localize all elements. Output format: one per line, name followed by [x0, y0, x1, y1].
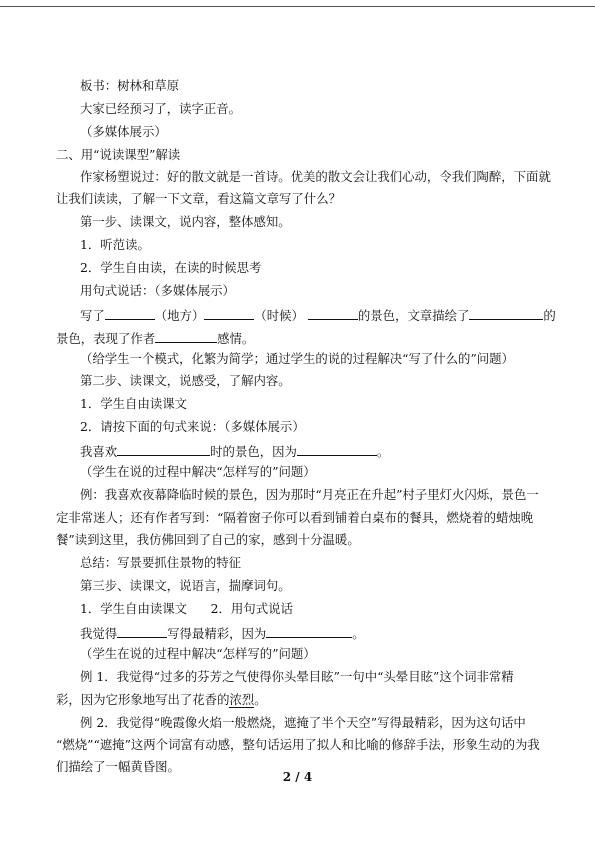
text-line: （多媒体展示） — [80, 124, 167, 139]
text-line: 1．学生自由读课文 — [80, 396, 188, 411]
fill-blank — [308, 306, 358, 320]
text-line: 用句式说话：（多媒体展示） — [80, 283, 235, 298]
fill-blank — [297, 442, 377, 456]
text-fragment: 的景色，文章描绘了 — [357, 308, 470, 323]
text-line: 们描绘了一幅黄昏图。 — [56, 759, 180, 774]
summary-line: 总结：写景要抓住景物的特征 — [80, 555, 242, 570]
text-fragment: （时候） — [254, 308, 304, 323]
text-fragment: 我喜欢 — [80, 444, 118, 459]
text-line: 让我们读读，了解一下文章，看这篇文章写了什么？ — [56, 191, 341, 206]
text-line: 例：我喜欢夜幕降临时候的景色，因为那时“月亮正在升起”村子里灯火闪烁，景色一 — [80, 487, 539, 502]
text-fragment: 。 — [352, 626, 365, 641]
text-fragment: 的 — [543, 308, 556, 323]
fill-blank — [117, 442, 210, 456]
fill-blank — [117, 624, 167, 638]
sentence-pattern-line — [80, 624, 365, 642]
section-heading: 二、用“说读课型”解读 — [56, 147, 181, 162]
text-line: 餐”读到这里，我仿佛回到了自己的家，感到十分温暖。 — [56, 532, 360, 547]
text-line: （给学生一个模式，化繁为简学；通过学生的说的过程解决“写了什么的”问题） — [80, 351, 514, 366]
text-fragment: 彩，因为它形象地写出了花香的 — [56, 692, 230, 707]
text-line: 大家已经预习了，读字正音。 — [80, 101, 242, 116]
sentence-pattern-line — [80, 442, 389, 460]
fill-blank — [266, 624, 352, 638]
text-line — [56, 692, 267, 708]
fill-blank — [105, 306, 155, 320]
sentence-pattern-line — [56, 329, 254, 347]
text-line: 2．学生自由读，在读的时候思考 — [80, 260, 262, 275]
fill-blank — [204, 306, 254, 320]
text-fragment: 景色，表现了作者 — [56, 331, 156, 346]
text-line: 例 1．我觉得“过多的芬芳之气使得你头晕目眩”一句中“头晕目眩”这个词非常精 — [80, 669, 514, 684]
blackboard-title: 板书：树林和草原 — [80, 78, 180, 93]
fill-blank — [155, 329, 217, 343]
text-fragment: 写得最精彩，因为 — [167, 626, 267, 641]
text-fragment: 写了 — [80, 308, 105, 323]
step-heading: 第一步、读课文，说内容，整体感知。 — [80, 214, 291, 229]
step-heading: 第二步、读课文，说感受，了解内容。 — [80, 373, 291, 388]
text-line: 例 2．我觉得“晚霞像火焰一般燃烧，遮掩了半个天空”写得最精彩，因为这句话中 — [80, 715, 526, 730]
text-fragment: （地方） — [154, 308, 205, 323]
text-fragment: 我觉得 — [80, 626, 118, 641]
text-fragment: 时的景色，因为 — [210, 444, 297, 459]
header-rule — [0, 6, 595, 7]
text-line: （学生在说的过程中解决“怎样写的”问题） — [80, 464, 316, 479]
text-line: 1．听范读。 — [80, 237, 150, 252]
fill-blank — [469, 306, 543, 320]
text-line: 1．学生自由读课文 2．用句式说话 — [80, 601, 293, 616]
text-line: 定非常迷人；还有作者写到：“隔着窗子你可以看到铺着白桌布的餐具，燃烧着的蜡烛晚 — [56, 510, 534, 525]
text-fragment: 。 — [376, 444, 390, 459]
text-line: （学生在说的过程中解决“怎样写的”问题） — [80, 646, 316, 661]
text-fragment: 。 — [254, 692, 267, 707]
text-line: 2．请按下面的句式来说：（多媒体展示） — [80, 419, 305, 434]
text-line: “燃烧”“遮掩”这两个词富有动感，整句话运用了拟人和比喻的修辞手法，形象生动的为我 — [56, 737, 540, 752]
sentence-pattern-line — [80, 306, 556, 324]
text-line: 作家杨塑说过：好的散文就是一首诗。优美的散文会让我们心动，令我们陶醉，下面就 — [80, 169, 551, 184]
text-fragment: 感情。 — [217, 331, 255, 346]
step-heading: 第三步、读课文，说语言，揣摩词句。 — [80, 578, 291, 593]
underlined-word: 浓烈 — [229, 692, 255, 707]
page-number: 2 / 4 — [282, 770, 313, 784]
